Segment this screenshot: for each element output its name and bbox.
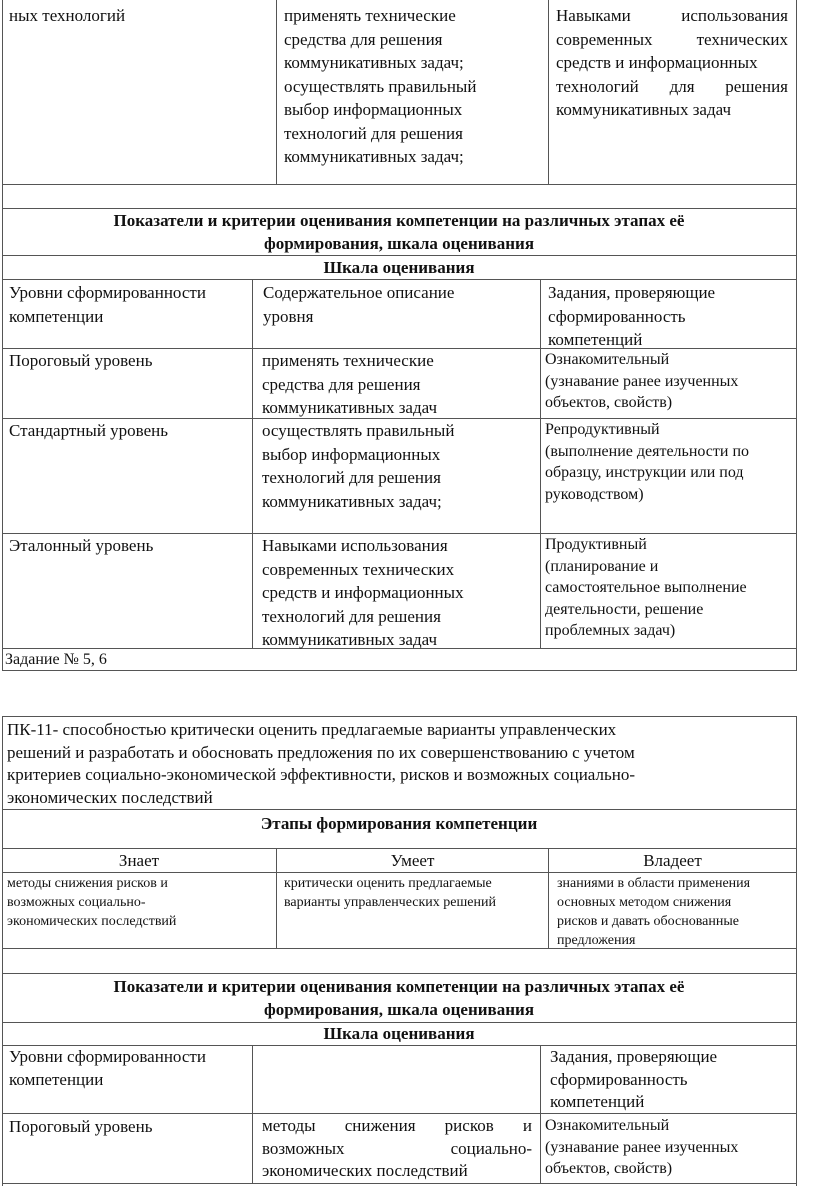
stage-content-masters: [557, 874, 793, 950]
task-threshold: [545, 349, 793, 414]
stage-header-can: [277, 849, 548, 872]
cell-line: коммуникативных задач;: [262, 491, 442, 511]
level-label: Пороговый уровень: [9, 1117, 153, 1136]
cell-line: экономических последствий: [262, 1161, 468, 1180]
cell-line: методы снижения рисков и: [7, 876, 168, 891]
word: снижения: [344, 1116, 416, 1135]
description-standard: [262, 419, 536, 513]
cell-line: Ознакомительный: [545, 351, 670, 368]
word: для: [669, 76, 695, 96]
column-divider: [540, 279, 541, 648]
cell-line: Навыками использования: [262, 536, 448, 555]
word: рисков: [444, 1116, 494, 1135]
cell-line: технологий для решения: [262, 606, 441, 626]
cell-line: Продуктивный: [545, 536, 647, 553]
word: использования: [681, 6, 788, 25]
competence-pk11-description: [7, 719, 792, 809]
title-text: Этапы формирования компетенции: [260, 814, 538, 833]
cell-line: Репродуктивный: [545, 421, 660, 438]
word: методы: [262, 1116, 316, 1135]
level-reference: [9, 534, 249, 558]
row-divider: [2, 973, 797, 974]
row-divider: [2, 279, 797, 280]
top-cell-skills: [284, 4, 544, 169]
header-line: Уровни сформированности: [9, 283, 206, 302]
level-standard: [9, 419, 249, 443]
indicators-title: [2, 209, 796, 255]
header-line: компетенций: [548, 330, 643, 349]
cell-line: деятельности, решение: [545, 600, 704, 618]
header-line: сформированность: [550, 1069, 688, 1089]
header-text: Владеет: [643, 851, 702, 870]
cell-line: самостоятельное выполнение: [545, 579, 747, 596]
cell-line: [556, 75, 788, 99]
word: социально-: [450, 1138, 532, 1158]
cell-line: средства для решения: [262, 374, 421, 394]
description-line: экономических последствий: [7, 787, 213, 807]
word: технических: [696, 29, 788, 49]
header-text: Умеет: [390, 851, 435, 870]
cell-line: коммуникативных задач: [262, 630, 438, 649]
header-line: Уровни сформированности: [9, 1047, 206, 1066]
table-border-left: [2, 0, 3, 671]
cell-line: возможных социально-: [7, 895, 146, 910]
cell-line: экономических последствий: [7, 914, 177, 929]
cell-line: применять технические: [262, 351, 434, 370]
cell-line: коммуникативных задач;: [284, 53, 464, 72]
header-line: Содержательное описание: [263, 283, 455, 302]
header-levels: [9, 1046, 249, 1091]
cell-line: (узнавание ранее изученных: [545, 1138, 739, 1156]
header-text: Знает: [118, 851, 160, 870]
cell-line: основных методом снижения: [557, 895, 732, 910]
level-label: Пороговый уровень: [9, 351, 153, 370]
assignment-text: Задание № 5, 6: [5, 651, 107, 668]
header-tasks: [548, 281, 792, 352]
level-threshold: [9, 349, 249, 373]
level-label: Стандартный уровень: [9, 421, 168, 440]
header-line: компетенции: [9, 1069, 104, 1089]
table-border-right: [796, 0, 797, 671]
table-border-right: [796, 716, 797, 1186]
cell-line: осуществлять правильный: [284, 76, 477, 96]
cell-line: выбор информационных: [262, 444, 441, 464]
cell-line: (узнавание ранее изученных: [545, 372, 739, 390]
cell-line: средства для решения: [284, 29, 443, 49]
row-divider: [2, 184, 797, 185]
cell-line: [262, 1138, 532, 1161]
title-text: Шкала оценивания: [323, 1024, 475, 1043]
cell-text: ных технологий: [9, 6, 126, 25]
column-divider: [252, 279, 253, 648]
row-divider: [2, 809, 797, 810]
word: технологий: [556, 76, 639, 96]
column-divider: [252, 1045, 253, 1183]
title-line: Показатели и критерии оценивания компетенции на различных этапах её: [113, 977, 685, 996]
level-label: Эталонный уровень: [9, 536, 154, 555]
indicators-title: [2, 975, 796, 1021]
cell-line: выбор информационных: [284, 100, 463, 119]
scale-title: [2, 256, 796, 279]
column-divider: [276, 0, 277, 184]
column-divider: [540, 1045, 541, 1183]
cell-line: технологий для решения: [284, 123, 463, 143]
cell-line: объектов, свойств): [545, 1160, 673, 1177]
header-tasks: [550, 1046, 794, 1114]
word: возможных: [262, 1138, 345, 1158]
word: решения: [725, 76, 788, 96]
header-line: уровня: [263, 306, 314, 326]
cell-line: образцу, инструкции или под: [545, 464, 744, 481]
stage-content-can: [284, 874, 546, 912]
description-reference: [262, 534, 536, 652]
header-line: компетенций: [550, 1092, 645, 1111]
cell-line: проблемных задач): [545, 622, 676, 639]
table-border-top: [2, 716, 797, 717]
cell-line: коммуникативных задач: [262, 398, 438, 417]
column-divider: [548, 0, 549, 184]
cell-line: объектов, свойств): [545, 394, 673, 411]
cell-line: (выполнение деятельности по: [545, 442, 750, 460]
word: Навыками: [556, 6, 631, 25]
cell-line: средств и информационных: [556, 53, 758, 72]
cell-line: коммуникативных задач: [556, 100, 732, 119]
header-line: компетенции: [9, 306, 104, 326]
title-text: Шкала оценивания: [323, 258, 475, 277]
cell-line: применять технические: [284, 6, 456, 25]
cell-line: руководством): [545, 485, 644, 503]
cell-line: технологий для решения: [262, 468, 441, 487]
cell-line: Ознакомительный: [545, 1117, 670, 1134]
word: и: [522, 1116, 532, 1135]
word: современных: [556, 29, 653, 49]
cell-line: рисков и давать обоснованные: [557, 914, 739, 929]
cell-line: критически оценить предлагаемые: [284, 876, 492, 891]
cell-line: [262, 1115, 532, 1138]
cell-line: современных технических: [262, 559, 455, 579]
header-line: Задания, проверяющие: [550, 1047, 718, 1066]
task-threshold: [545, 1115, 793, 1180]
stage-header-knows: [2, 849, 276, 872]
top-cell-proficiency: [556, 4, 788, 122]
description-line: решений и разработать и обосновать предложения по их совершенствованию с учетом: [7, 742, 635, 762]
stages-title: [2, 812, 796, 835]
cell-line: средств и информационных: [262, 583, 464, 602]
title-line: Показатели и критерии оценивания компетенции на различных этапах её: [113, 211, 685, 230]
cell-line: коммуникативных задач;: [284, 147, 464, 166]
description-line: критериев социально-экономической эффективности, рисков и возможных социально-: [7, 765, 635, 784]
cell-line: осуществлять правильный: [262, 421, 455, 440]
task-reference: [545, 534, 793, 642]
cell-line: предложения: [557, 933, 636, 948]
cell-line: знаниями в области применения: [557, 876, 751, 891]
table-border-bottom: [2, 670, 797, 671]
stage-header-masters: [549, 849, 796, 872]
description-threshold: [262, 349, 536, 420]
scale-title: [2, 1022, 796, 1045]
header-line: сформированность: [548, 306, 686, 326]
level-threshold: [9, 1115, 249, 1139]
table-border-left: [2, 716, 3, 1186]
row-divider: [2, 1183, 797, 1184]
description-line: ПК-11- способностью критически оценить предлагаемые варианты управленческих: [7, 720, 617, 739]
cell-line: (планирование и: [545, 557, 659, 575]
task-standard: [545, 419, 793, 505]
row-divider: [2, 872, 797, 873]
title-line: формирования, шкала оценивания: [263, 1000, 535, 1019]
cell-line: [556, 4, 788, 28]
stage-content-knows: [7, 874, 272, 931]
cell-line: [556, 28, 788, 52]
cell-line: варианты управленческих решений: [284, 895, 496, 910]
top-cell-competence-tail: [9, 4, 271, 28]
description-threshold: [262, 1115, 532, 1183]
title-line: формирования, шкала оценивания: [263, 234, 535, 253]
assignment-note: [5, 649, 785, 670]
header-line: Задания, проверяющие: [548, 283, 716, 302]
header-description: [263, 281, 537, 328]
header-levels: [9, 281, 249, 328]
